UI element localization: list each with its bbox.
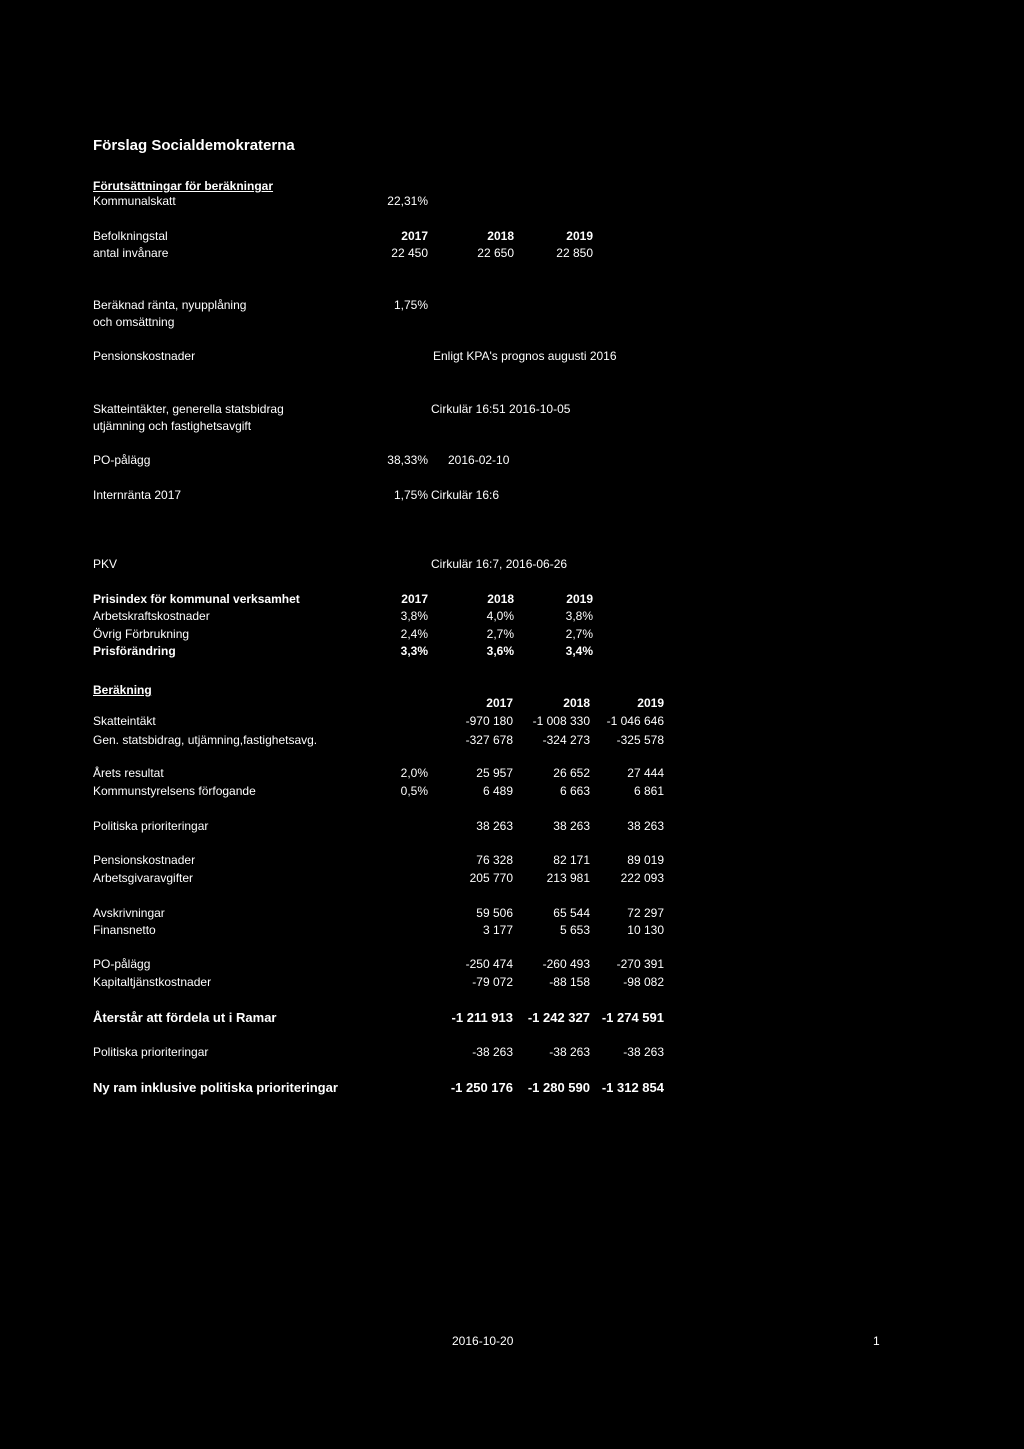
calc-cell: -970 180 [465,714,513,728]
calc-cell: -250 474 [465,957,513,971]
population-year-2017: 2017 [401,229,428,243]
calc-cell: 6 489 [482,784,513,798]
calc-cell: 26 652 [553,766,590,780]
pension-label: Pensionskostnader [93,349,196,363]
calc-heading: Beräkning [93,683,152,697]
calc-row-label: Politiska prioriteringar [93,819,209,833]
tax-income-sublabel: utjämning och fastighetsavgift [93,419,252,433]
calc-row-percent: 2,0% [400,766,428,780]
kommunalskatt-label: Kommunalskatt [93,194,176,208]
calc-row-label: Ny ram inklusive politiska prioriteringar [93,1080,338,1095]
population-label: Befolkningstal [93,229,168,243]
rate-sublabel: och omsättning [93,315,175,329]
calc-row-label: Återstår att fördela ut i Ramar [93,1010,277,1025]
calc-cell: 10 130 [627,923,664,937]
internranta-note: Cirkulär 16:6 [431,488,500,502]
po-value: 38,33% [387,453,428,467]
calc-row-label: Gen. statsbidrag, utjämning,fastighetsavg. [93,733,318,747]
footer-page-number: 1 [873,1334,880,1348]
pkv-cell: 3,3% [400,644,428,658]
calc-cell: -1 250 176 [450,1080,513,1095]
pkv-header: Prisindex för kommunal verksamhet [93,592,300,606]
pkv-note: Cirkulär 16:7, 2016-06-26 [431,557,568,571]
calc-row-label: Kommunstyrelsens förfogande [93,784,256,798]
calc-cell: 5 653 [559,923,590,937]
internranta-label: Internränta 2017 [93,488,182,502]
pkv-cell: 4,0% [486,609,514,623]
calc-cell: 65 544 [553,906,590,920]
calc-row-label: Arbetsgivaravgifter [93,871,194,885]
calc-cell: -88 158 [549,975,590,989]
calc-cell: 25 957 [476,766,513,780]
calc-cell: -324 273 [542,733,590,747]
calc-row-label: Finansnetto [93,923,156,937]
calc-cell: -325 578 [616,733,664,747]
assumptions-heading: Förutsättningar för beräkningar [93,179,274,193]
calc-cell: -270 391 [616,957,664,971]
calc-row-label: Politiska prioriteringar [93,1045,209,1059]
calc-cell: 3 177 [482,923,513,937]
calc-cell: 38 263 [553,819,590,833]
page-title: Förslag Socialdemokraterna [93,137,295,154]
pkv-cell: 3,8% [565,609,593,623]
calc-row-percent: 0,5% [400,784,428,798]
calc-year-2019: 2019 [637,696,664,710]
pkv-cell: 2,4% [400,627,428,641]
calc-cell: 82 171 [553,853,590,867]
calc-cell: -327 678 [465,733,513,747]
rate-label: Beräknad ränta, nyupplåning [93,298,247,312]
calc-year-2018: 2018 [563,696,590,710]
pkv-cell: 2,7% [565,627,593,641]
pension-value: Enligt KPA's prognos augusti 2016 [433,349,617,363]
population-year-2018: 2018 [487,229,514,243]
calc-row-label: Skatteintäkt [93,714,156,728]
population-value-2017: 22 450 [391,246,428,260]
population-value-2018: 22 650 [477,246,514,260]
footer-date: 2016-10-20 [452,1334,514,1348]
population-year-2019: 2019 [566,229,593,243]
calc-cell: -1 242 327 [527,1010,590,1025]
calc-cell: 27 444 [627,766,664,780]
pkv-cell: 3,4% [565,644,593,658]
po-date: 2016-02-10 [448,453,510,467]
calc-cell: 59 506 [476,906,513,920]
pkv-cell: 3,6% [486,644,514,658]
calc-row-label: Årets resultat [93,766,164,780]
calc-cell: 76 328 [476,853,513,867]
pkv-label: PKV [93,557,118,571]
calc-cell: -260 493 [542,957,590,971]
calc-year-2017: 2017 [486,696,513,710]
calc-row-label: PO-pålägg [93,957,151,971]
calc-cell: -38 263 [549,1045,590,1059]
calc-cell: -1 008 330 [532,714,590,728]
calc-cell: 205 770 [469,871,513,885]
calc-row-label: Pensionskostnader [93,853,196,867]
calc-cell: 213 981 [546,871,590,885]
calc-cell: 72 297 [627,906,664,920]
pkv-cell: 3,8% [400,609,428,623]
tax-income-label: Skatteintäkter, generella statsbidrag [93,402,284,416]
tax-income-value: Cirkulär 16:51 2016-10-05 [431,402,571,416]
pkv-year-2017: 2017 [401,592,428,606]
calc-cell: -38 263 [623,1045,664,1059]
calc-row-label: Avskrivningar [93,906,165,920]
calc-cell: -1 211 913 [451,1010,513,1025]
calc-cell: 38 263 [627,819,664,833]
pkv-cell: 2,7% [486,627,514,641]
pkv-row-label: Arbetskraftskostnader [93,609,210,623]
calc-cell: -1 312 854 [601,1080,664,1095]
po-label: PO-pålägg [93,453,151,467]
calc-cell: -38 263 [472,1045,513,1059]
pkv-year-2018: 2018 [487,592,514,606]
calc-cell: 222 093 [620,871,664,885]
pkv-row-label: Övrig Förbrukning [93,627,190,641]
calc-cell: 89 019 [627,853,664,867]
calc-cell: -1 046 646 [606,714,664,728]
calc-cell: -1 280 590 [527,1080,590,1095]
calc-row-label: Kapitaltjänstkostnader [93,975,212,989]
calc-cell: 38 263 [476,819,513,833]
population-value-2019: 22 850 [556,246,593,260]
calc-cell: -98 082 [623,975,664,989]
pkv-row-label: Prisförändring [93,644,176,658]
calc-cell: -79 072 [472,975,513,989]
calc-cell: 6 861 [633,784,664,798]
calc-cell: -1 274 591 [601,1010,664,1025]
population-sublabel: antal invånare [93,246,169,260]
calc-cell: 6 663 [559,784,590,798]
pkv-year-2019: 2019 [566,592,593,606]
internranta-value: 1,75% [393,488,428,502]
kommunalskatt-value: 22,31% [387,194,428,208]
rate-value: 1,75% [393,298,428,312]
